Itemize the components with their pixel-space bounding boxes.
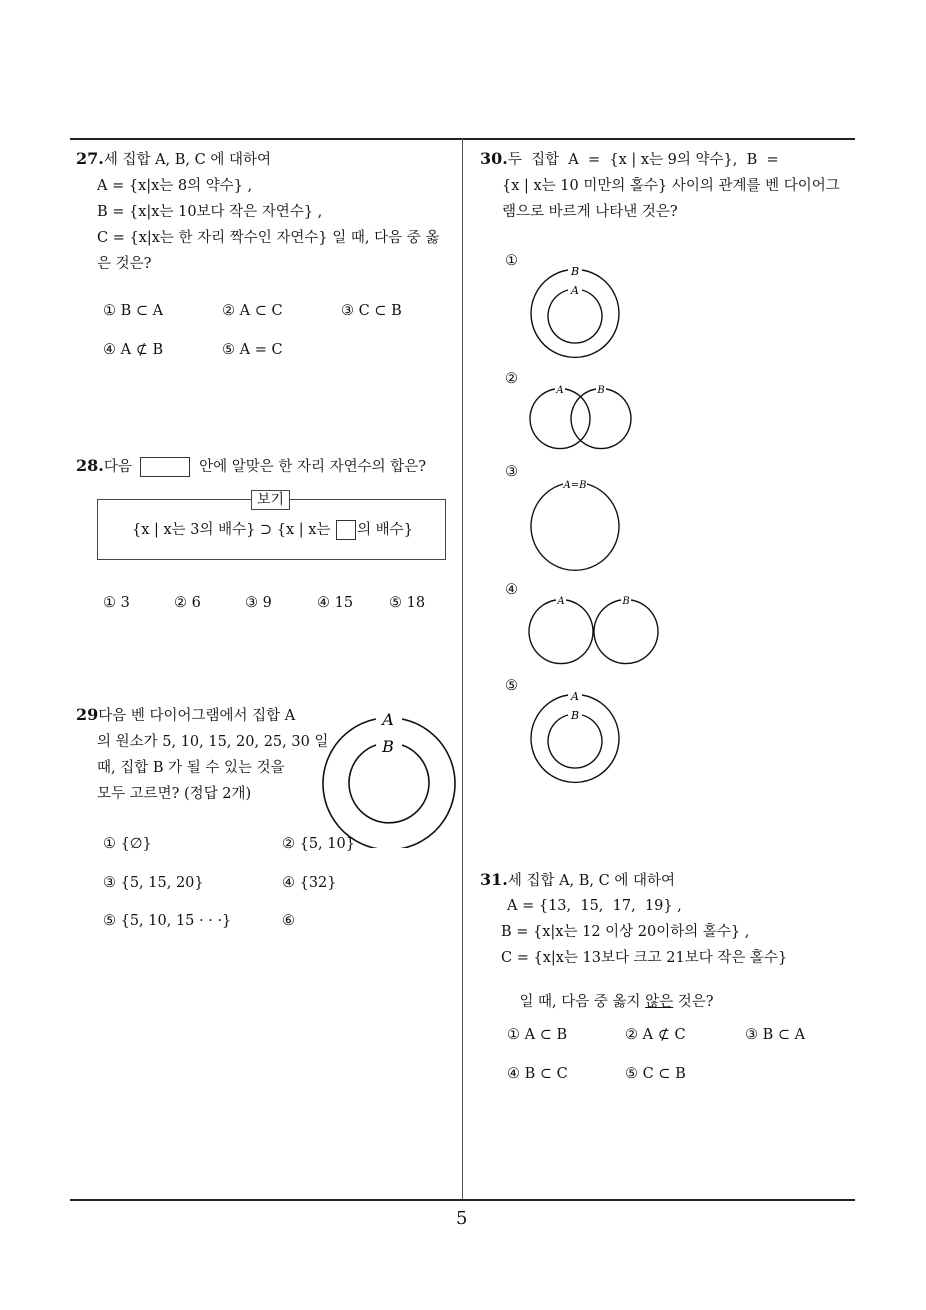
option-1-mark[interactable]: ① (505, 253, 518, 269)
inner-set-label: A (571, 284, 579, 297)
option-5-diagram[interactable] (525, 688, 625, 788)
outer-set-label: B (570, 265, 580, 278)
option-1[interactable]: ① A ⊂ B (507, 1027, 568, 1043)
question-ending-before: 일 때, 다음 중 옳지 (519, 994, 646, 1010)
right-set-label: B (622, 596, 630, 607)
bogi-expression-left: {x | x는 3의 배수} ⊃ {x | x는 (132, 522, 331, 538)
left-set-label: A (557, 596, 565, 607)
bogi-blank-box (336, 520, 356, 540)
option-4-mark[interactable]: ④ (505, 582, 518, 598)
option-5[interactable]: ⑤ C ⊂ B (625, 1066, 686, 1082)
question-ending-after: 것은? (673, 994, 714, 1010)
negation-underlined: 않은 (645, 994, 674, 1010)
bottom-rule (70, 1199, 855, 1201)
question-stem-after: 안에 알맞은 한 자리 자연수의 합은? (199, 459, 426, 475)
question-line-3: 램으로 바르게 나타낸 것은? (502, 204, 678, 220)
question-number: 31. (480, 870, 508, 889)
option-2-diagram[interactable] (525, 380, 635, 455)
option-1[interactable]: ① B ⊂ A (103, 303, 164, 319)
equal-sets-label: A=B (563, 480, 587, 491)
option-2[interactable]: ② {5, 10} (282, 836, 355, 852)
option-3[interactable]: ③ {5, 15, 20} (103, 875, 204, 891)
question-number: 27. (76, 149, 104, 168)
option-5[interactable]: ⑤ 18 (389, 595, 426, 611)
page-number: 5 (456, 1208, 468, 1229)
set-b-definition: B = {x|x는 10보다 작은 자연수} , (97, 204, 323, 220)
outer-set-label: A (571, 690, 579, 703)
answer-blank-box (140, 457, 190, 477)
option-1[interactable]: ① {∅} (103, 836, 152, 852)
column-divider (462, 138, 463, 1200)
question-line-3: 때, 집합 B 가 될 수 있는 것을 (97, 760, 285, 776)
question-stem: 세 집합 A, B, C 에 대하여 (103, 152, 271, 168)
option-4[interactable]: ④ B ⊂ C (507, 1066, 568, 1082)
set-a-definition: A = {x|x는 8의 약수} , (97, 178, 253, 194)
option-5[interactable]: ⑤ A = C (222, 342, 283, 358)
set-b-definition: B = {x|x는 12 이상 20이하의 홀수} , (501, 924, 750, 940)
inner-set-label: B (382, 737, 394, 756)
question-number: 30. (480, 149, 508, 168)
question-line-4: 모두 고르면? (정답 2개) (97, 786, 252, 802)
option-3[interactable]: ③ C ⊂ B (341, 303, 402, 319)
option-2[interactable]: ② A ⊄ C (625, 1027, 686, 1043)
option-1-diagram[interactable] (525, 263, 625, 363)
option-2-mark[interactable]: ② (505, 371, 518, 387)
option-4[interactable]: ④ {32} (282, 875, 337, 891)
option-5[interactable]: ⑤ {5, 10, 15 · · ·} (103, 913, 232, 929)
question-number: 29 (76, 705, 99, 724)
question-line-1: 다음 벤 다이어그램에서 집합 A (98, 708, 296, 724)
question-line-2: {x | x는 10 미만의 홀수} 사이의 관계를 벤 다이어그 (502, 178, 840, 194)
question-line-1: 두 집합 A = {x | x는 9의 약수}, B = (507, 152, 779, 168)
set-a-definition: A = {13, 15, 17, 19} , (507, 898, 682, 914)
bogi-label: 보기 (251, 490, 290, 510)
bogi-expression-right: 의 배수} (357, 522, 413, 538)
option-3[interactable]: ③ 9 (245, 595, 272, 611)
option-2[interactable]: ② 6 (174, 595, 201, 611)
option-2[interactable]: ② A ⊂ C (222, 303, 283, 319)
option-5-mark[interactable]: ⑤ (505, 678, 518, 694)
question-number: 28. (76, 456, 104, 475)
question-stem-before: 다음 (103, 459, 132, 475)
venn-diagram (318, 708, 458, 848)
left-set-label: A (556, 385, 564, 396)
question-line-2: 의 원소가 5, 10, 15, 20, 25, 30 일 (97, 734, 329, 750)
option-4[interactable]: ④ 15 (317, 595, 354, 611)
option-3[interactable]: ③ B ⊂ A (745, 1027, 806, 1043)
outer-set-label: A (382, 710, 394, 729)
option-4-diagram[interactable] (525, 592, 665, 672)
option-3-mark[interactable]: ③ (505, 464, 518, 480)
question-ending: 은 것은? (97, 256, 152, 272)
set-c-definition: C = {x|x는 한 자리 짝수인 자연수} 일 때, 다음 중 옳 (97, 230, 440, 246)
right-set-label: B (597, 385, 605, 396)
option-6[interactable]: ⑥ (282, 913, 295, 929)
set-c-definition: C = {x|x는 13보다 크고 21보다 작은 홀수} (501, 950, 788, 966)
inner-set-label: B (570, 709, 580, 722)
question-stem: 세 집합 A, B, C 에 대하여 (507, 873, 675, 889)
option-3-diagram[interactable] (525, 474, 625, 574)
option-1[interactable]: ① 3 (103, 595, 130, 611)
option-4[interactable]: ④ A ⊄ B (103, 342, 164, 358)
